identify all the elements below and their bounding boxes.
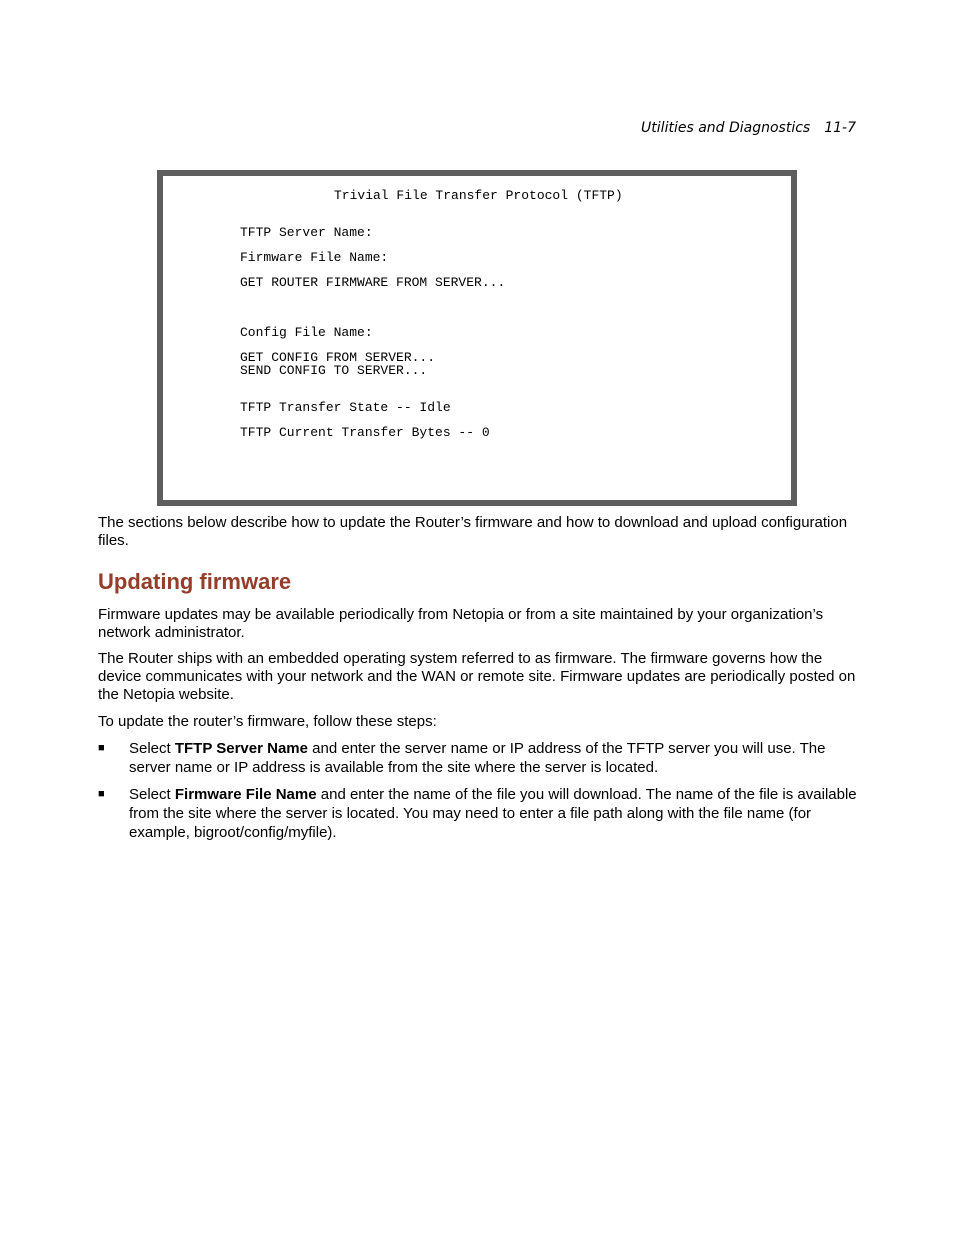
section-heading: Updating firmware <box>98 569 292 594</box>
step-prefix: Select <box>129 786 175 803</box>
running-head-title: Utilities and Diagnostics <box>641 120 811 136</box>
tftp-screen <box>157 170 797 506</box>
step-prefix: Select <box>129 740 175 757</box>
step-field-name: TFTP Server Name <box>174 740 308 757</box>
page-number: 11-7 <box>824 120 856 136</box>
step-list-item <box>98 739 858 777</box>
step-field-name: Firmware File Name <box>174 786 317 803</box>
running-head <box>641 120 856 136</box>
tftp-server-name-field[interactable]: TFTP Server Name: <box>240 225 373 240</box>
get-config-button[interactable]: GET CONFIG FROM SERVER... <box>240 350 436 365</box>
send-config-button[interactable]: SEND CONFIG TO SERVER... <box>240 363 428 378</box>
screen-title: Trivial File Transfer Protocol (TFTP) <box>334 188 623 203</box>
config-file-name-field[interactable]: Config File Name: <box>240 325 373 340</box>
step-list-item <box>98 785 858 842</box>
firmware-file-name-field[interactable]: Firmware File Name: <box>240 250 389 265</box>
get-router-firmware-button[interactable]: GET ROUTER FIRMWARE FROM SERVER... <box>240 275 506 290</box>
paragraph-updates-availability: Firmware updates may be available periodically from Netopia or from a site maintained by your organization’s network administrator. <box>98 606 824 641</box>
step-instruction: and enter the name of the file you will download. The name of the file is available from the site where the server is located. You may need to enter a file path along with the file name (for example, bigroot/config/myfile). <box>129 786 857 841</box>
step-text <box>129 785 858 842</box>
bullet-icon: ■ <box>98 788 105 800</box>
intro-paragraph: The sections below describe how to update the Router’s firmware and how to download and upload configuration files. <box>98 514 848 549</box>
transfer-bytes-status: TFTP Current Transfer Bytes -- 0 <box>240 425 490 440</box>
bullet-icon: ■ <box>98 742 105 754</box>
step-text <box>129 739 858 777</box>
paragraph-firmware-description: The Router ships with an embedded operating system referred to as firmware. The firmware governs how the device communicates with your network and the WAN or remote site. Firmware updates are periodically posted on the Netopia website. <box>98 650 856 703</box>
step-instruction: and enter the server name or IP address of the TFTP server you will use. The server name or IP address is available from the site where the server is located. <box>129 740 826 776</box>
transfer-state-status: TFTP Transfer State -- Idle <box>240 400 451 415</box>
paragraph-steps-intro: To update the router’s firmware, follow these steps: <box>98 713 437 730</box>
